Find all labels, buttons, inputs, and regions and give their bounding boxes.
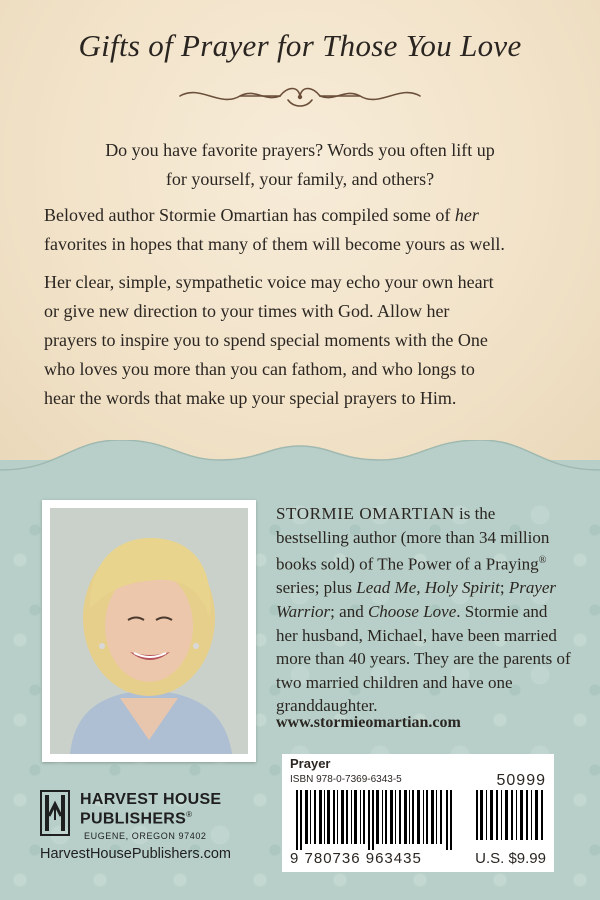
intro-line: for yourself, your family, and others? [165,169,435,189]
voice-line: or give new direction to your times with God. Allow her [44,301,450,321]
barcode-isbn: ISBN 978-0-7369-6343-5 [290,774,402,785]
barcode-price-code: 50999 [496,772,546,789]
voice-line: hear the words that make up your special prayers to Him. [44,388,457,408]
description-paragraph [44,201,564,259]
voice-paragraph [44,268,564,413]
price-barcode-bars-icon [476,790,546,840]
author-website-link[interactable]: www.stormieomartian.com [276,714,461,731]
isbn-barcode [282,754,554,872]
book-title-lead-me: Lead Me, Holy Spirit [356,578,500,598]
author-photo-frame [42,500,256,762]
barcode-number: 9 780736 963435 [290,850,422,867]
intro-line: Do you have favorite prayers? Words you often lift up [105,140,495,160]
intro-paragraph [40,136,560,194]
book-title-prayer-warrior: Prayer Warrior [276,578,557,622]
description-line: favorites in hopes that many of them will become yours as well. [44,234,505,254]
publisher-location: EUGENE, OREGON 97402 [84,831,207,841]
author-name: STORMIE OMARTIAN [276,504,455,523]
voice-line: prayers to inspire you to spend special moments with the One [44,330,488,350]
barcode-price: U.S. $9.99 [475,850,546,867]
book-title-choose-love: Choose Love [367,602,457,622]
emphasis-her: her [454,205,479,225]
harvest-house-logo-icon [40,790,70,836]
author-photo [50,508,248,754]
publisher-name-line1: HARVEST HOUSE [80,791,222,808]
flourish-ornament-icon [170,82,430,112]
book-title: Gifts of Prayer for Those You Love [78,28,522,63]
barcode-category: Prayer [290,756,331,771]
voice-line: who loves you more than you can fathom, and who longs to [44,359,475,379]
barcode-bars-icon [296,790,454,850]
author-bio: STORMIE OMARTIAN is the bestselling author (more than 34 million books sold) of The Power of a Praying® series; plus Lead Me, Holy Spirit; Prayer Warrior; and Choose Love. Stormie and her husband, Michael, have been married more than 40 years. They are the parents of two married children and have one granddaughter. [276,504,571,716]
voice-line: Her clear, simple, sympathetic voice may echo your own heart [44,272,494,292]
scalloped-border [0,440,600,500]
author-portrait-image [50,508,248,754]
publisher-website-link[interactable]: HarvestHousePublishers.com [40,846,231,862]
publisher-name-line2: PUBLISHERS® [80,810,193,828]
description-line: Beloved author Stormie Omartian has compiled some of her [44,205,479,225]
